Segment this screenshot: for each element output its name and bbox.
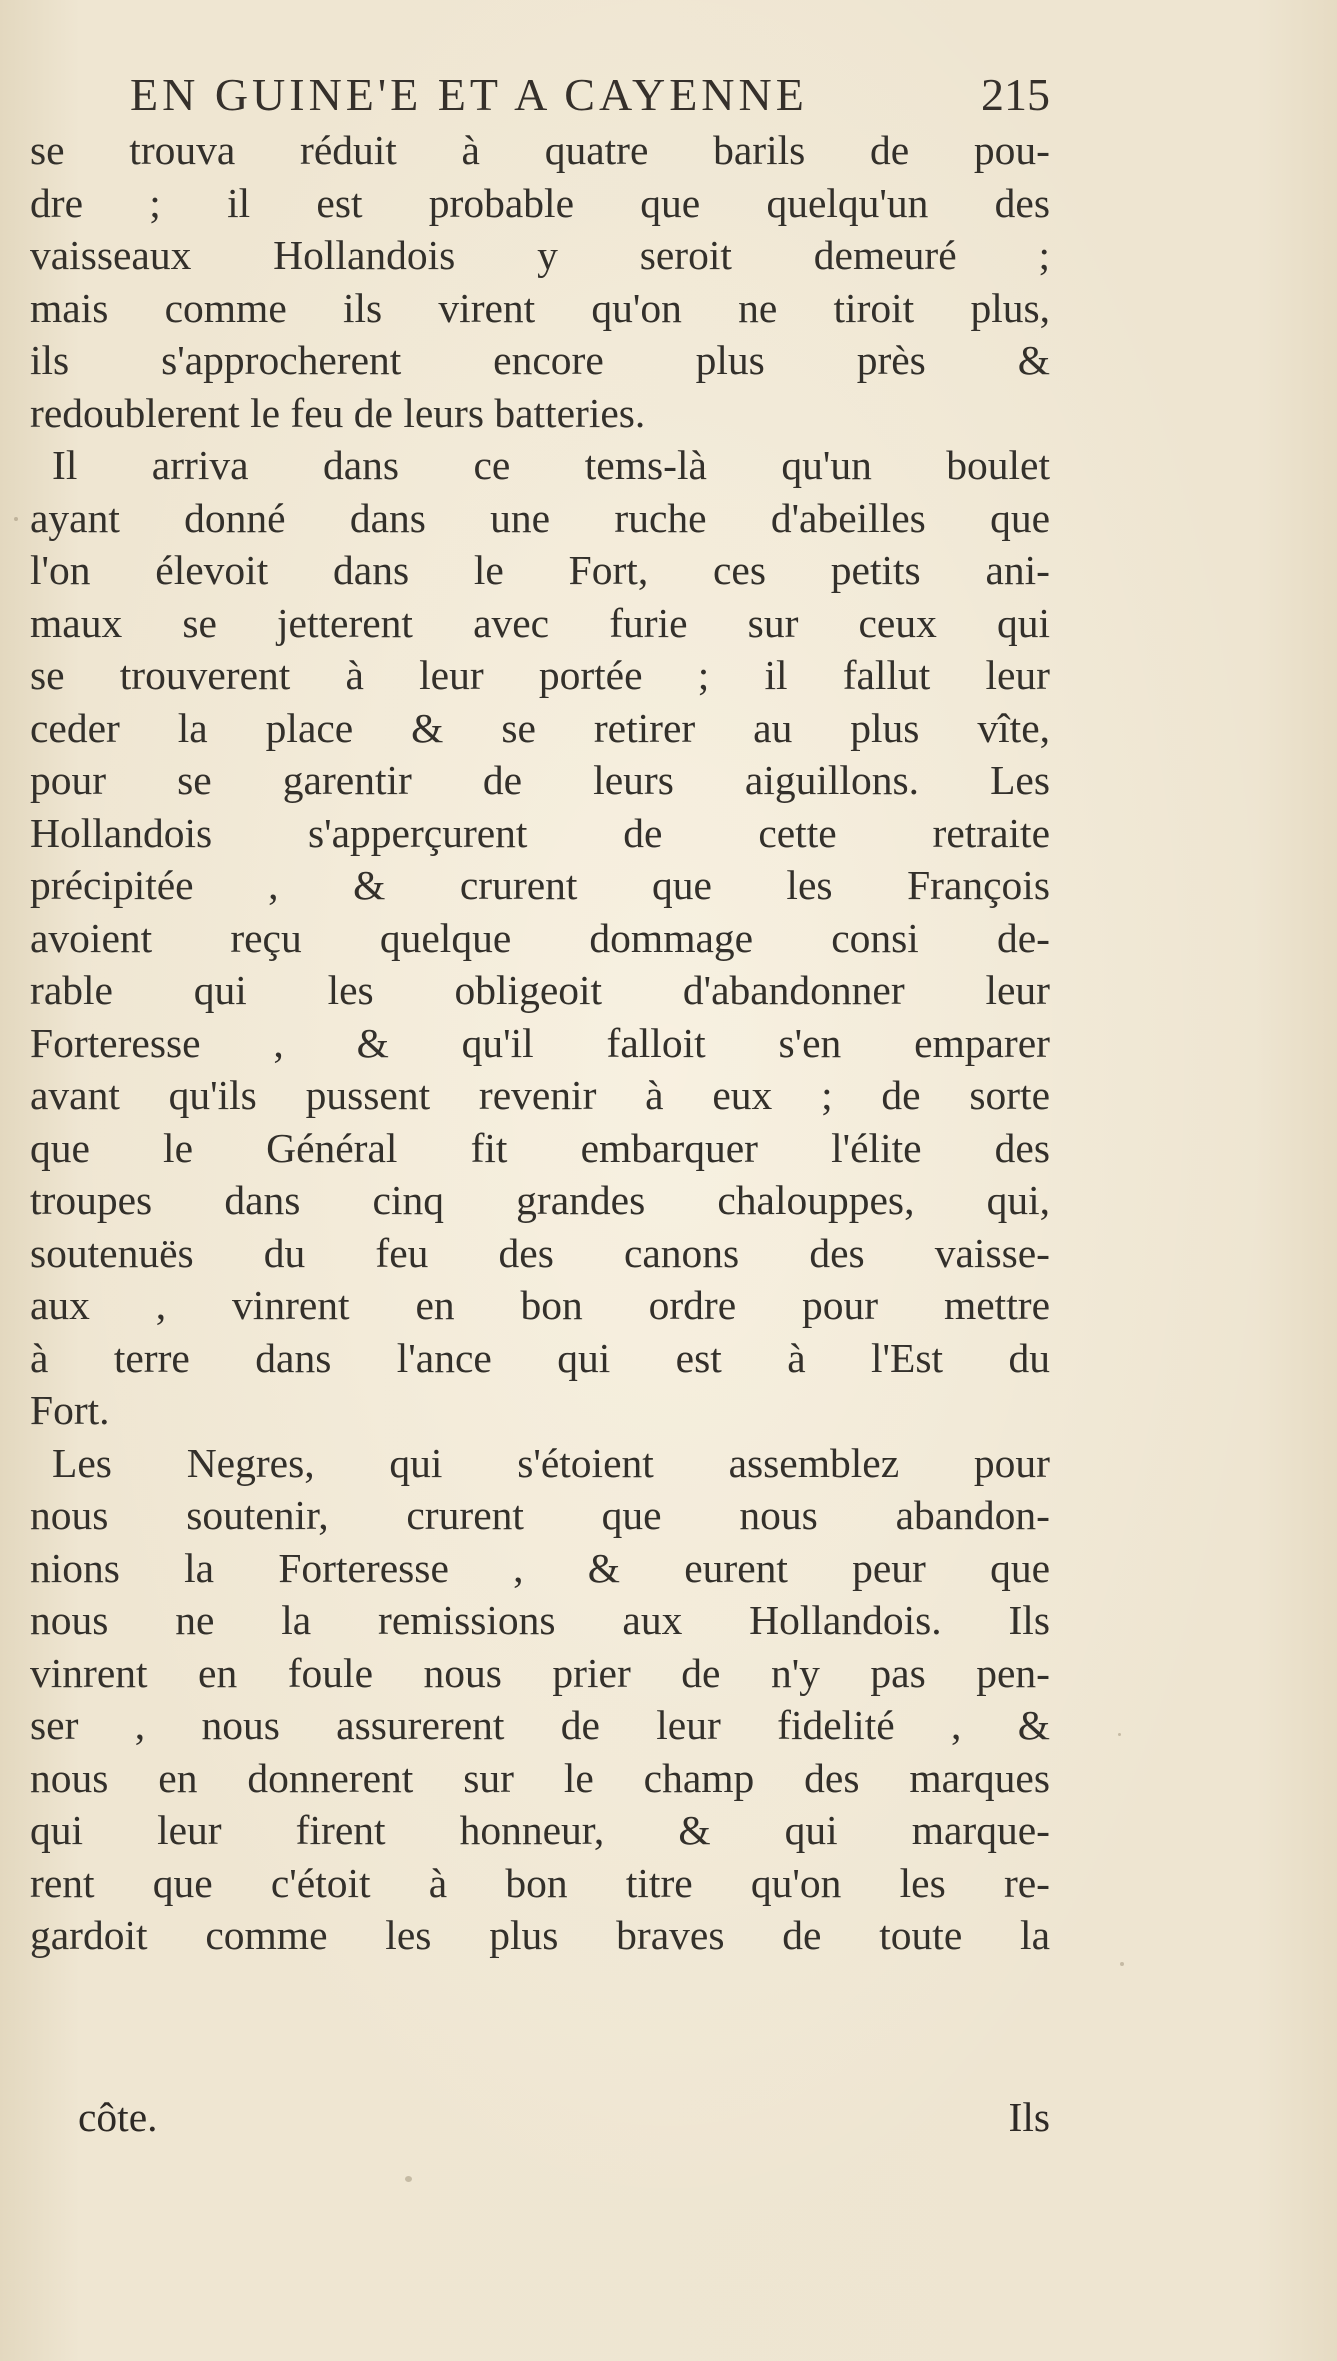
- text-line: vaisseaux Hollandois y seroit demeuré ;: [30, 232, 1050, 278]
- text-line: avant qu'ils pussent revenir à eux ; de sorte: [30, 1072, 1050, 1118]
- text-line: ceder la place & se retirer au plus vîte,: [30, 704, 1050, 751]
- ink-speck: [1120, 1962, 1124, 1966]
- text-line: redoublerent le feu de leurs batteries.: [30, 389, 646, 436]
- page-header: [130, 68, 1050, 128]
- page-number: 215: [981, 69, 1050, 120]
- text-line: ser , nous assurerent de leur fidelité , &: [30, 1702, 1050, 1748]
- text-line: nous ne la remissions aux Hollandois. Ils: [30, 1597, 1050, 1643]
- running-title: EN GUINE'E ET A CAYENNE: [130, 69, 808, 120]
- text-line: que le Général fit embarquer l'élite des: [30, 1124, 1050, 1171]
- body-text: [30, 124, 1050, 1962]
- catchword-line: [78, 2093, 1050, 2145]
- text-line: nions la Forteresse , & eurent peur que: [30, 1544, 1050, 1591]
- text-line: nous soutenir, crurent que nous abandon-: [30, 1492, 1050, 1538]
- text-line: mais comme ils virent qu'on ne tiroit plus,: [30, 284, 1050, 331]
- text-line: ayant donné dans une ruche d'abeilles que: [30, 494, 1050, 541]
- text-line: dre ; il est probable que quelqu'un des: [30, 179, 1050, 226]
- ink-speck: [14, 517, 18, 521]
- text-line: avoient reçu quelque dommage consi de-: [30, 914, 1050, 961]
- text-line: ils s'approcherent encore plus près &: [30, 337, 1050, 383]
- text-line: l'on élevoit dans le Fort, ces petits ani-: [30, 547, 1050, 593]
- text-line: qui leur firent honneur, & qui marque-: [30, 1807, 1050, 1853]
- text-line: nous en donnerent sur le champ des marques: [30, 1754, 1050, 1801]
- text-line: pour se garentir de leurs aiguillons. Les: [30, 757, 1050, 803]
- text-line: à terre dans l'ance qui est à l'Est du: [30, 1334, 1050, 1381]
- text-line: aux , vinrent en bon ordre pour mettre: [30, 1282, 1050, 1328]
- paragraph-start-line: Il arriva dans ce tems-là qu'un boulet: [52, 442, 1050, 488]
- text-line: soutenuës du feu des canons des vaisse-: [30, 1229, 1050, 1276]
- text-line: précipitée , & crurent que les François: [30, 862, 1050, 908]
- final-word: côte.: [78, 2094, 158, 2140]
- text-line: rable qui les obligeoit d'abandonner leur: [30, 967, 1050, 1013]
- text-line: Hollandois s'apperçurent de cette retraite: [30, 809, 1050, 856]
- text-line: se trouva réduit à quatre barils de pou-: [30, 127, 1050, 173]
- text-line: se trouverent à leur portée ; il fallut leur: [30, 652, 1050, 698]
- ink-speck: [1118, 1733, 1121, 1736]
- text-line: troupes dans cinq grandes chalouppes, qui,: [30, 1177, 1050, 1223]
- ink-speck: [405, 2176, 412, 2182]
- text-line: Forteresse , & qu'il falloit s'en emparer: [30, 1019, 1050, 1066]
- catchword: Ils: [1008, 2094, 1050, 2140]
- text-line: vinrent en foule nous prier de n'y pas pen-: [30, 1649, 1050, 1696]
- paragraph-start-line: Les Negres, qui s'étoient assemblez pour: [52, 1439, 1050, 1486]
- text-line: gardoit comme les plus braves de toute la: [30, 1912, 1050, 1958]
- text-line: Fort.: [30, 1387, 110, 1433]
- text-line: maux se jetterent avec furie sur ceux qui: [30, 599, 1050, 646]
- text-line: rent que c'étoit à bon titre qu'on les re-: [30, 1859, 1050, 1906]
